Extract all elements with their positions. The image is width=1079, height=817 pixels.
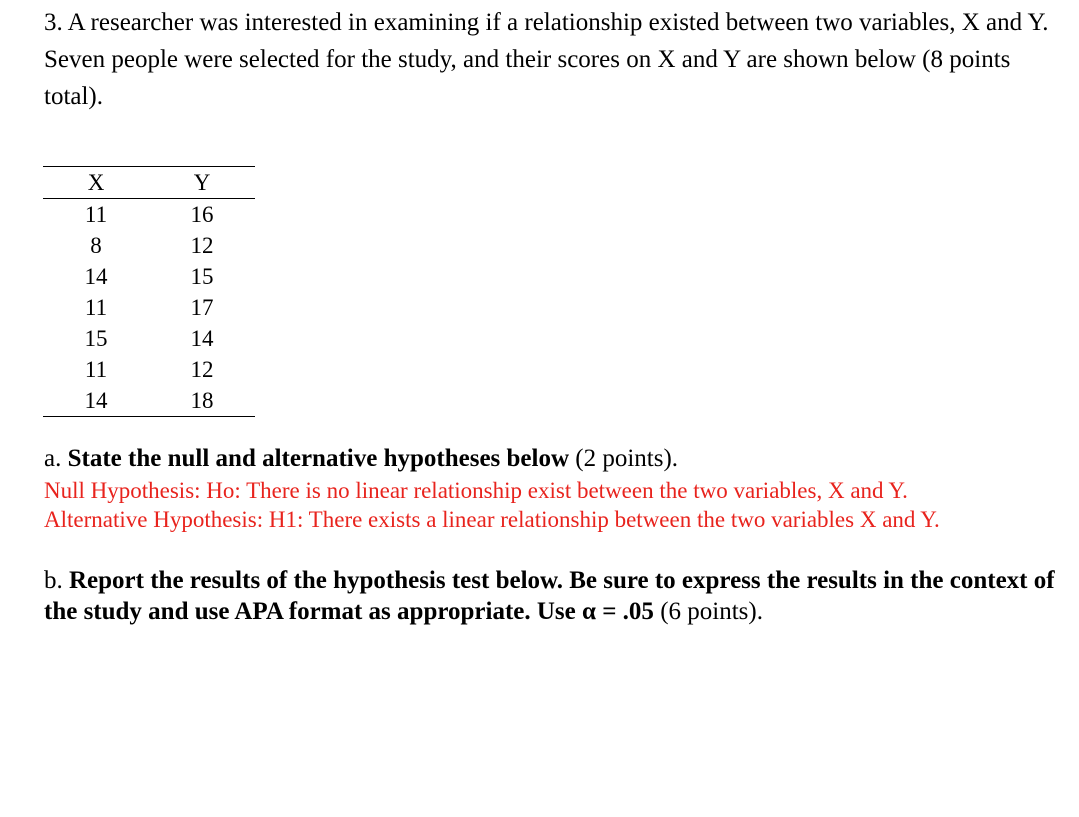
alternative-hypothesis-answer: Alternative Hypothesis: H1: There exists a linear relationship between the two variables X and Y.	[44, 507, 940, 532]
cell-x: 8	[90, 233, 102, 258]
table-header-row	[43, 167, 255, 199]
cell-x: 15	[84, 326, 108, 351]
table-row	[43, 354, 255, 385]
question-text: 3. A researcher was interested in examining if a relationship existed between two variables, X and Y. Seven people were selected for the study, and their scores on X and Y are shown below (8 points total).	[44, 9, 1049, 110]
cell-y: 14	[190, 326, 214, 351]
table-row	[43, 261, 255, 292]
table-row	[43, 385, 255, 417]
column-header-x: X	[87, 170, 105, 195]
table-row	[43, 199, 255, 231]
part-a-instruction: State the null and alternative hypotheses below	[67, 445, 570, 472]
table-row	[43, 230, 255, 261]
cell-y: 17	[190, 295, 214, 320]
table-row	[43, 323, 255, 354]
cell-x: 11	[84, 357, 108, 382]
part-b-prompt	[44, 565, 1069, 627]
cell-x: 14	[84, 388, 108, 413]
cell-y: 15	[190, 264, 214, 289]
cell-y: 12	[190, 357, 214, 382]
part-b-points: (6 points).	[653, 598, 763, 625]
part-a-prompt	[44, 444, 1069, 474]
cell-y: 12	[190, 233, 214, 258]
cell-x: 11	[84, 295, 108, 320]
cell-x: 14	[84, 264, 108, 289]
null-hypothesis-answer: Null Hypothesis: Ho: There is no linear relationship exist between the two variables, X and Y.	[44, 478, 908, 503]
table-row	[43, 292, 255, 323]
cell-y: 18	[190, 388, 214, 413]
cell-x: 11	[84, 202, 108, 227]
part-b-prefix: b.	[44, 567, 69, 594]
column-header-y: Y	[193, 170, 211, 195]
cell-y: 16	[190, 202, 214, 227]
data-table	[43, 166, 255, 417]
part-a-prefix: a.	[44, 445, 68, 472]
part-b-instruction: Report the results of the hypothesis test below. Be sure to express the results in the context of the study and use APA format as appropriate. Use α = .05	[44, 567, 1055, 625]
part-a-points: (2 points).	[569, 445, 679, 472]
